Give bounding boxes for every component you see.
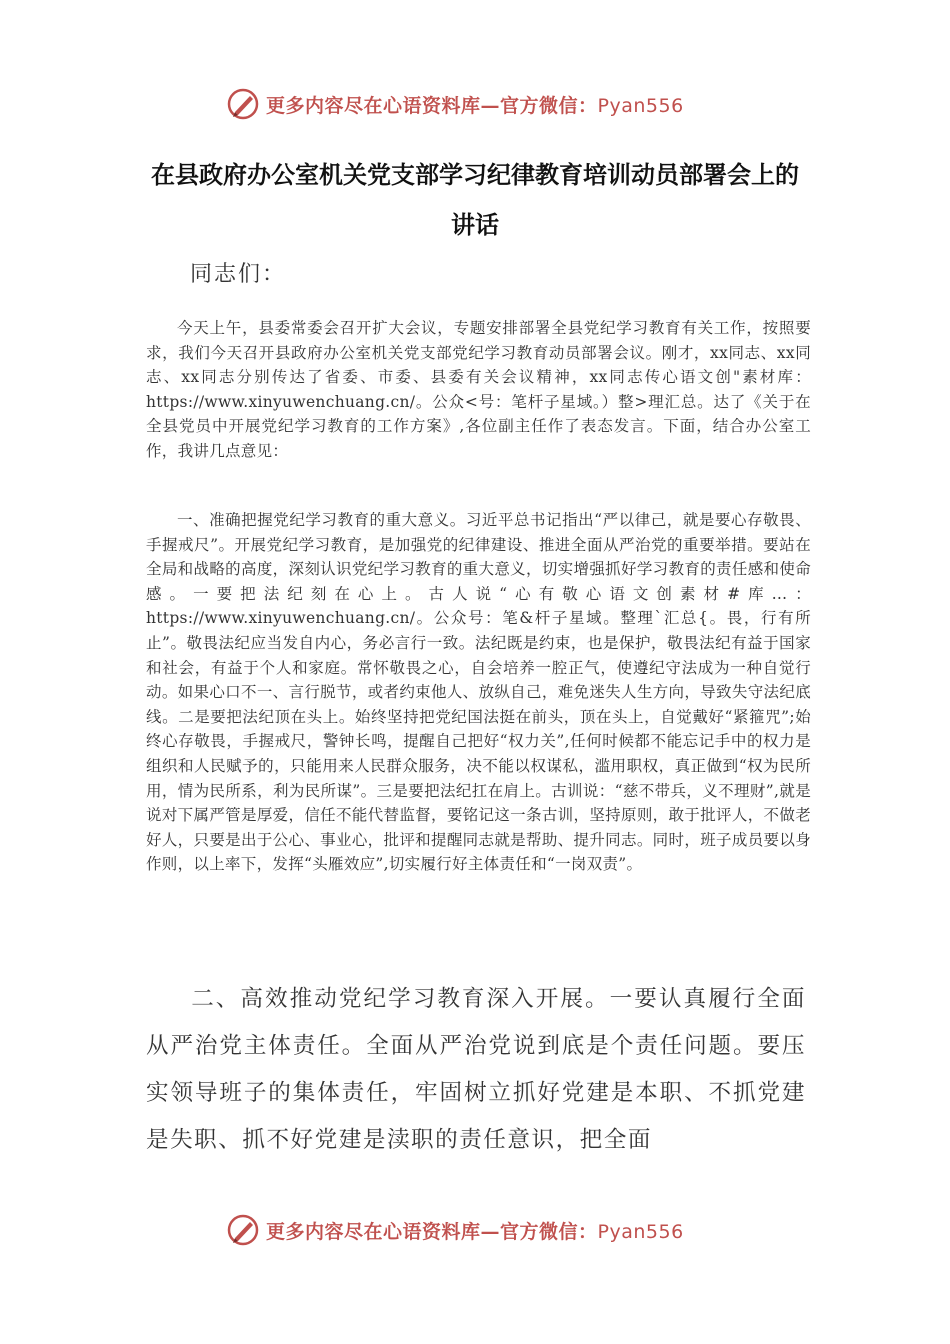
wechat-id: Pyan556 [597, 94, 684, 117]
header-banner [226, 84, 726, 124]
paragraph-intro: 今天上午，县委常委会召开扩大会议，专题安排部署全县党纪学习教育有关工作，按照要求，我们今天召开县政府办公室机关党支部党纪学习教育动员部署会议。刚才，xx同志、xx同志、xx同志分别传达了省委、市委、县委有关会议精神，xx同志传心语文创"素材库：https://www.xinyuwenchuang.cn/。公众<号：笔杆子星域。）整>理汇总。达了《关于在全县党员中开展党纪学习教育的工作方案》,各位副主任作了表态发言。下面，结合办公室工作，我讲几点意见： [146, 319, 811, 460]
banner-text: 更多内容尽在心语资料库—官方微信：Pyan556 [266, 94, 684, 117]
greeting: 同志们： [190, 262, 287, 287]
page-title: 在县政府办公室机关党支部学习纪律教育培训动员部署会上的讲话 [151, 160, 799, 239]
paragraph-section-two: 二、高效推动党纪学习教育深入开展。一要认真履行全面从严治党主体责任。全面从严治党说到底是个责任问题。要压实领导班子的集体责任，牢固树立抓好党建是本职、不抓党建是失职、抓不好党建是渎职的责任意识，把全面 [146, 986, 806, 1153]
banner-text: 更多内容尽在心语资料库—官方微信：Pyan556 [266, 1220, 684, 1243]
pen-logo-icon [226, 1213, 260, 1247]
footer-banner [226, 1210, 726, 1250]
pen-logo-icon [226, 87, 260, 121]
paragraph-section-one: 一、准确把握党纪学习教育的重大意义。习近平总书记指出“严以律己，就是要心存敬畏、手握戒尺”。开展党纪学习教育，是加强党的纪律建设、推进全面从严治党的重要举措。要站在全局和战略的高度，深刻认识党纪学习教育的重大意义，切实增强抓好学习教育的责任感和使命感。一要把法纪刻在心上。古人说“心有敬心语文创素材#库…：https://www.xinyuwenchuang.cn/。公众号：笔&杆子星域。整理`汇总{。畏，行有所止”。敬畏法纪应当发自内心，务必言行一致。法纪既是约束，也是保护，敬畏法纪有益于国家和社会，有益于个人和家庭。常怀敬畏之心，自会培养一腔正气，使遵纪守法成为一种自觉行动。如果心口不一、言行脱节，或者约束他人、放纵自己，难免迷失人生方向，导致失守法纪底线。二是要把法纪顶在头上。始终坚持把党纪国法挺在前头，顶在头上，自觉戴好“紧箍咒”;始终心存敬畏，手握戒尺，警钟长鸣，提醒自己把好“权力关”,任何时候都不能忘记手中的权力是组织和人民赋予的，只能用来人民群众服务，决不能以权谋私，滥用职权，真正做到“权为民所用，情为民所系，利为民所谋”。三是要把法纪扛在肩上。古训说：“慈不带兵，义不理财”,就是说对下属严管是厚爱，信任不能代替监督，要铭记这一条古训，坚持原则，敢于批评人，不做老好人，只要是出于公心、事业心，批评和提醒同志就是帮助、提升同志。同时，班子成员要以身作则，以上率下，发挥“头雁效应”,切实履行好主体责任和“一岗双责”。 [146, 511, 811, 874]
wechat-id: Pyan556 [597, 1220, 684, 1243]
